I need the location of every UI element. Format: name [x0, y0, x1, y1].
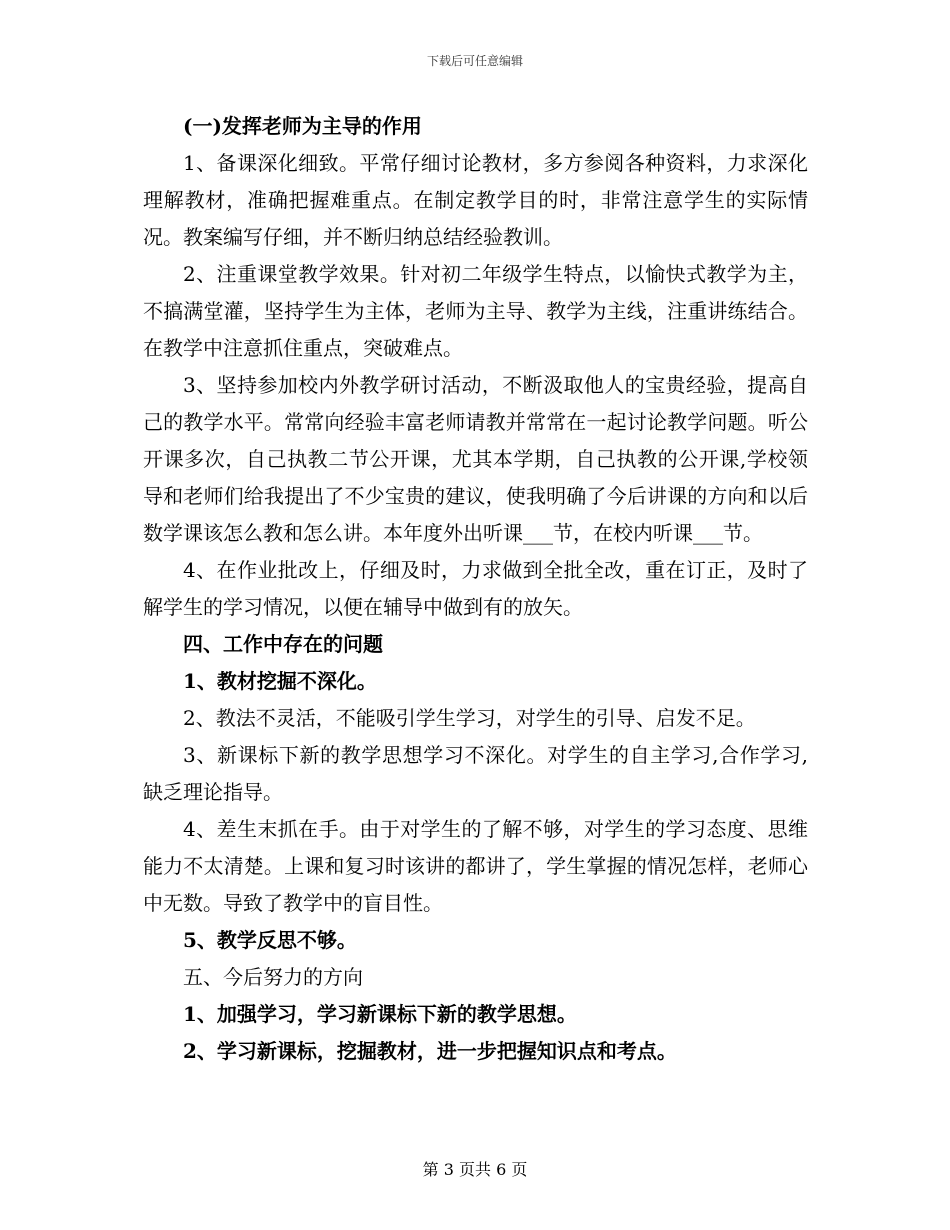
- document-body: [143, 108, 808, 1070]
- problem-item-3: 3、新课标下新的教学思想学习不深化。对学生的自主学习,合作学习,缺乏理论指导。: [143, 743, 808, 804]
- page-number-footer: 第 3 页共 6 页: [422, 1160, 528, 1179]
- problem-item-5: 5、教学反思不够。: [183, 928, 357, 952]
- problem-item-1: 1、教材挖掘不深化。: [183, 669, 377, 693]
- direction-item-2: 2、学习新课标，挖掘教材，进一步把握知识点和考点。: [183, 1039, 677, 1063]
- page-header: 下载后可任意编辑: [426, 54, 523, 68]
- direction-item-1: 1、加强学习，学习新课标下新的教学思想。: [183, 1002, 577, 1026]
- section-heading-teacher-role: (一)发挥老师为主导的作用: [183, 114, 422, 138]
- paragraph-research-activities: 3、坚持参加校内外教学研讨活动，不断汲取他人的宝贵经验，提高自己的教学水平。常常向经验丰富老师请教并常常在一起讨论教学问题。听公开课多次，自己执教二节公开课，尤其本学期，自己执教的公开课,学校领导和老师们给我提出了不少宝贵的建议，使我明确了今后讲课的方向和以后数学课该怎么教和怎么讲。本年度外出听课___节，在校内听课___节。: [143, 373, 808, 545]
- paragraph-homework-correction: 4、在作业批改上，仔细及时，力求做到全批全改，重在订正，及时了解学生的学习情况，以便在辅导中做到有的放矢。: [143, 558, 808, 619]
- section-heading-problems: 四、工作中存在的问题: [183, 632, 383, 656]
- paragraph-classroom-effect: 2、注重课堂教学效果。针对初二年级学生特点，以愉快式教学为主，不搞满堂灌，坚持学生为主体，老师为主导、教学为主线，注重讲练结合。在教学中注意抓住重点，突破难点。: [143, 262, 808, 360]
- problem-item-2: 2、教法不灵活，不能吸引学生学习，对学生的引导、启发不足。: [183, 706, 756, 730]
- section-heading-future-direction: 五、今后努力的方向: [183, 965, 363, 989]
- paragraph-lesson-prep: 1、备课深化细致。平常仔细讨论教材，多方参阅各种资料，力求深化理解教材，准确把握难重点。在制定教学目的时，非常注意学生的实际情况。教案编写仔细，并不断归纳总结经验教训。: [143, 151, 808, 249]
- problem-item-4: 4、差生末抓在手。由于对学生的了解不够，对学生的学习态度、思维能力不太清楚。上课和复习时该讲的都讲了，学生掌握的情况怎样，老师心中无数。导致了教学中的盲目性。: [143, 817, 808, 915]
